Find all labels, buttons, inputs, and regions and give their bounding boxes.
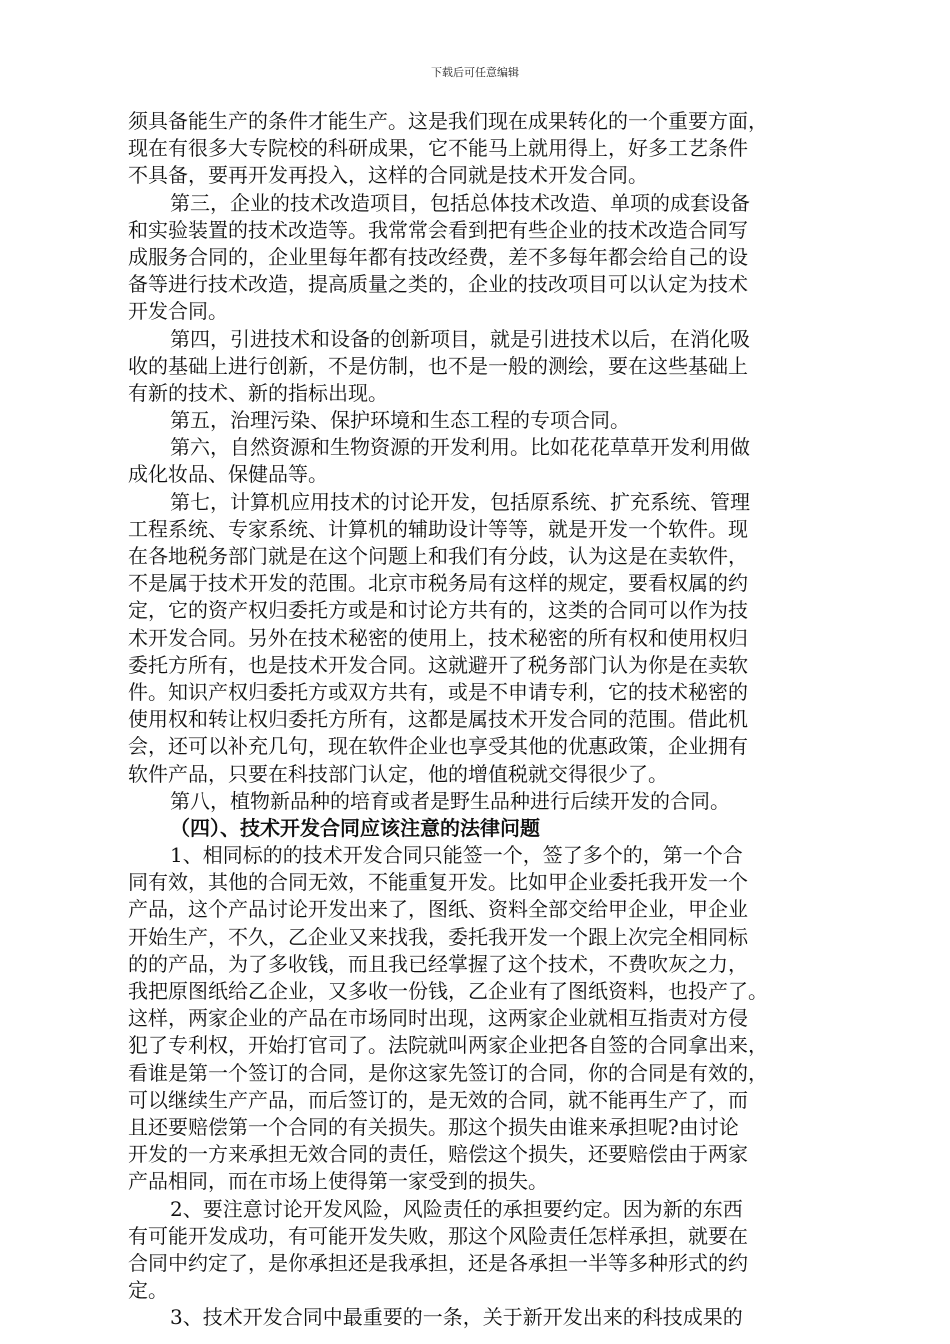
text-line: 软件产品，只要在科技部门认定，他的增值税就交得很少了。 — [128, 761, 668, 786]
text-line: 成化妆品、保健品等。 — [128, 462, 328, 487]
text-line: 工程系统、专家系统、计算机的辅助设计等等，就是开发一个软件。现 — [128, 516, 748, 541]
text-line: 现在有很多大专院校的科研成果，它不能马上就用得上，好多工艺条件 — [128, 136, 748, 161]
text-line: 1、相同标的的技术开发合同只能签一个，签了多个的，第一个合 — [170, 843, 743, 868]
text-line: 在各地税务部门就是在这个问题上和我们有分歧，认为这是在卖软件， — [128, 544, 748, 568]
text-line: 可以继续生产产品，而后签订的，是无效的合同，就不能再生产了，而 — [128, 1087, 748, 1112]
text-line: 第三，企业的技术改造项目，包括总体技术改造、单项的成套设备 — [170, 190, 750, 215]
text-line: 且还要赔偿第一个合同的有关损失。那这个损失由谁来承担呢?由讨论 — [128, 1114, 739, 1139]
text-line: 定，它的资产权归委托方或是和讨论方共有的，这类的合同可以作为技 — [128, 598, 748, 623]
text-line: 产品，这个产品讨论开发出来了，图纸、资料全部交给甲企业，甲企业 — [128, 897, 748, 922]
text-line: 须具备能生产的条件才能生产。这是我们现在成果转化的一个重要方面， — [128, 109, 768, 133]
text-line: 第七，计算机应用技术的讨论开发，包括原系统、扩充系统、管理 — [170, 489, 750, 514]
text-line: 看谁是第一个签订的合同，是你这家先签订的合同，你的合同是有效的， — [128, 1060, 768, 1085]
text-line: 犯了专利权，开始打官司了。法院就叫两家企业把各自签的合同拿出来， — [128, 1033, 768, 1058]
text-line: 成服务合同的，企业里每年都有技改经费，差不多每年都会给自己的设 — [128, 244, 748, 269]
text-line: 3、技术开发合同中最重要的一条，关于新开发出来的科技成果的 — [170, 1305, 743, 1330]
text-line: 定。 — [128, 1278, 168, 1303]
text-line: 有新的技术、新的指标出现。 — [128, 380, 388, 405]
text-line: 备等进行技术改造，提高质量之类的，企业的技改项目可以认定为技术 — [128, 272, 748, 297]
document-body — [128, 108, 840, 1331]
text-line: 这样，两家企业的产品在市场同时出现，这两家企业就相互指责对方侵 — [128, 1006, 748, 1031]
text-line: 2、要注意讨论开发风险，风险责任的承担要约定。因为新的东西 — [170, 1196, 743, 1221]
text-line: 收的基础上进行创新，不是仿制，也不是一般的测绘，要在这些基础上 — [128, 353, 748, 378]
text-line: 不是属于技术开发的范围。北京市税务局有这样的规定，要看权属的约 — [128, 571, 748, 596]
text-line: 我把原图纸给乙企业，又多收一份钱，乙企业有了图纸资料，也投产了。 — [128, 979, 768, 1003]
text-line: 开发的一方来承担无效合同的责任，赔偿这个损失，还要赔偿由于两家 — [128, 1142, 748, 1167]
text-line: 委托方所有，也是技术开发合同。这就避开了税务部门认为你是在卖软 — [128, 652, 748, 677]
text-line: 产品相同，而在市场上使得第一家受到的损失。 — [128, 1169, 548, 1194]
text-line: 开发合同。 — [128, 299, 228, 324]
text-line: 第六，自然资源和生物资源的开发利用。比如花花草草开发利用做 — [170, 435, 750, 460]
text-line: 有可能开发成功，有可能开发失败，那这个风险责任怎样承担，就要在 — [128, 1223, 748, 1248]
text-line: 会，还可以补充几句，现在软件企业也享受其他的优惠政策，企业拥有 — [128, 734, 748, 759]
text-line: 术开发合同。另外在技术秘密的使用上，技术秘密的所有权和使用权归 — [128, 625, 748, 650]
text-line: 使用权和转让权归委托方所有，这都是属技术开发合同的范围。借此机 — [128, 707, 748, 732]
text-line: 件。知识产权归委托方或双方共有，或是不申请专利，它的技术秘密的 — [128, 679, 748, 704]
text-line: 合同中约定了，是你承担还是我承担，还是各承担一半等多种形式的约 — [128, 1250, 748, 1275]
text-line: 第四，引进技术和设备的创新项目，就是引进技术以后，在消化吸 — [170, 326, 750, 351]
text-line: 的的产品，为了多收钱，而且我已经掌握了这个技术，不费吹灰之力， — [128, 951, 748, 976]
text-line: 和实验装置的技术改造等。我常常会看到把有些企业的技术改造合同写 — [128, 217, 748, 242]
page-header: 下载后可任意编辑 — [431, 66, 519, 79]
text-line: 同有效，其他的合同无效，不能重复开发。比如甲企业委托我开发一个 — [128, 870, 748, 895]
text-line: 开始生产，不久，乙企业又来找我，委托我开发一个跟上次完全相同标 — [128, 924, 748, 949]
section-heading: （四）、技术开发合同应该注意的法律问题 — [170, 815, 540, 840]
text-line: 第八，植物新品种的培育或者是野生品种进行后续开发的合同。 — [170, 788, 730, 813]
text-line: 不具备，要再开发再投入，这样的合同就是技术开发合同。 — [128, 163, 648, 188]
text-line: 第五，治理污染、保护环境和生态工程的专项合同。 — [170, 408, 630, 433]
